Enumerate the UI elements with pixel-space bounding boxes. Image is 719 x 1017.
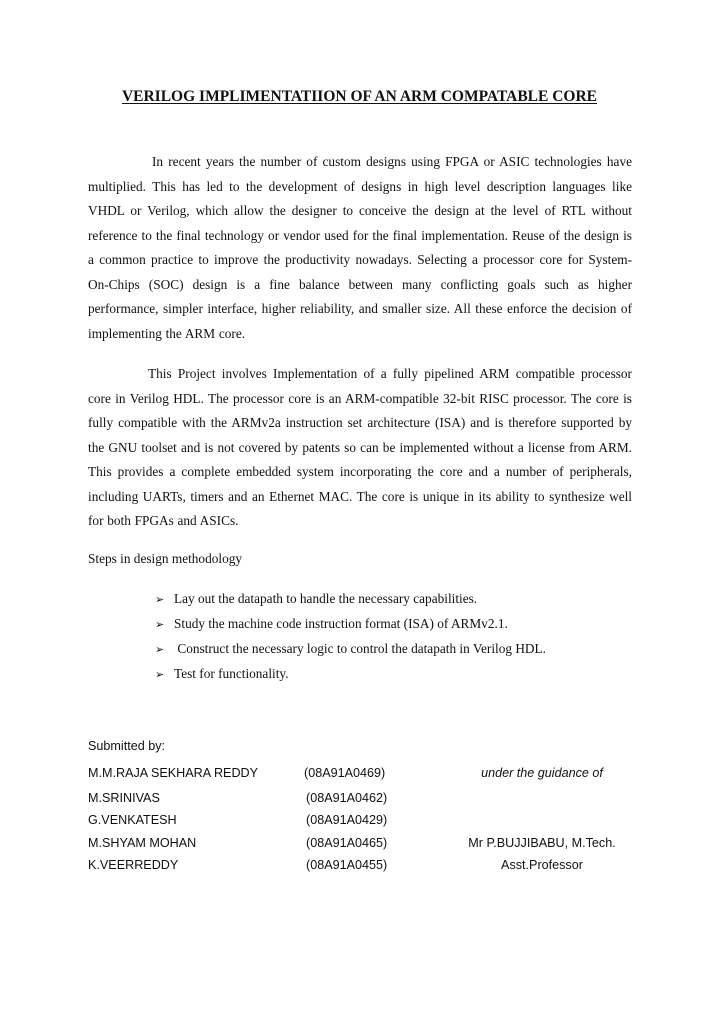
list-item <box>155 663 546 688</box>
step-text: Construct the necessary logic to control the datapath in Verilog HDL. <box>174 641 546 656</box>
step-text: Study the machine code instruction format (ISA) of ARMv2.1. <box>174 616 508 631</box>
intro-paragraph: In recent years the number of custom designs using FPGA or ASIC technologies have multiplied. This has led to the development of designs in high level description languages like VHDL or Verilog, which allow the designer to conceive the design at the level of RTL without reference to the final technology or vendor used for the final implementation. Reuse of the design is a common practice to improve the productivity nowadays. Selecting a processor core for System-On-Chips (SOC) design is a fine balance between many conflicting goals such as higher performance, simpler interface, higher reliability, and smaller size. All these enforce the decision of implementing the ARM core. <box>88 154 632 341</box>
submitted-by-label: Submitted by: <box>88 739 166 753</box>
member-roll: (08A91A0429) <box>306 813 388 827</box>
list-item <box>155 588 546 613</box>
member-roll: (08A91A0465) <box>306 836 388 850</box>
arrow-bullet-icon: ➢ <box>155 669 165 681</box>
member-name: G.VENKATESH <box>88 813 177 827</box>
member-name: K.VEERREDDY <box>88 858 179 872</box>
step-text: Test for functionality. <box>174 666 289 681</box>
guidance-label: under the guidance of <box>481 766 603 780</box>
member-name: M.SHYAM MOHAN <box>88 836 197 850</box>
guide-name: Mr P.BUJJIBABU, M.Tech. <box>468 836 616 850</box>
member-roll: (08A91A0455) <box>306 858 388 872</box>
project-paragraph: This Project involves Implementation of a fully pipelined ARM compatible processor core in Verilog HDL. The processor core is an ARM-compatible 32-bit RISC processor. The core is fully compatible with the ARMv2a instruction set architecture (ISA) and is therefore supported by the GNU toolset and is not covered by patents so can be implemented without a license from ARM. This provides a complete embedded system incorporating the core and a number of peripherals, including UARTs, timers and an Ethernet MAC. The core is unique in its ability to synthesize well for both FPGAs and ASICs. <box>88 366 632 529</box>
steps-heading: Steps in design methodology <box>88 551 243 566</box>
document-title: VERILOG IMPLIMENTATIION OF AN ARM COMPATABLE CORE <box>121 88 598 105</box>
member-name: M.M.RAJA SEKHARA REDDY <box>88 766 259 780</box>
step-text: Lay out the datapath to handle the necessary capabilities. <box>174 591 478 606</box>
list-item <box>155 613 546 638</box>
member-roll: (08A91A0469) <box>304 766 386 780</box>
arrow-bullet-icon: ➢ <box>155 619 165 631</box>
arrow-bullet-icon: ➢ <box>155 594 165 606</box>
member-roll: (08A91A0462) <box>306 791 388 805</box>
list-item <box>155 638 546 663</box>
guide-title: Asst.Professor <box>501 858 583 872</box>
steps-list <box>155 588 546 688</box>
member-name: M.SRINIVAS <box>88 791 160 805</box>
arrow-bullet-icon: ➢ <box>155 644 165 656</box>
